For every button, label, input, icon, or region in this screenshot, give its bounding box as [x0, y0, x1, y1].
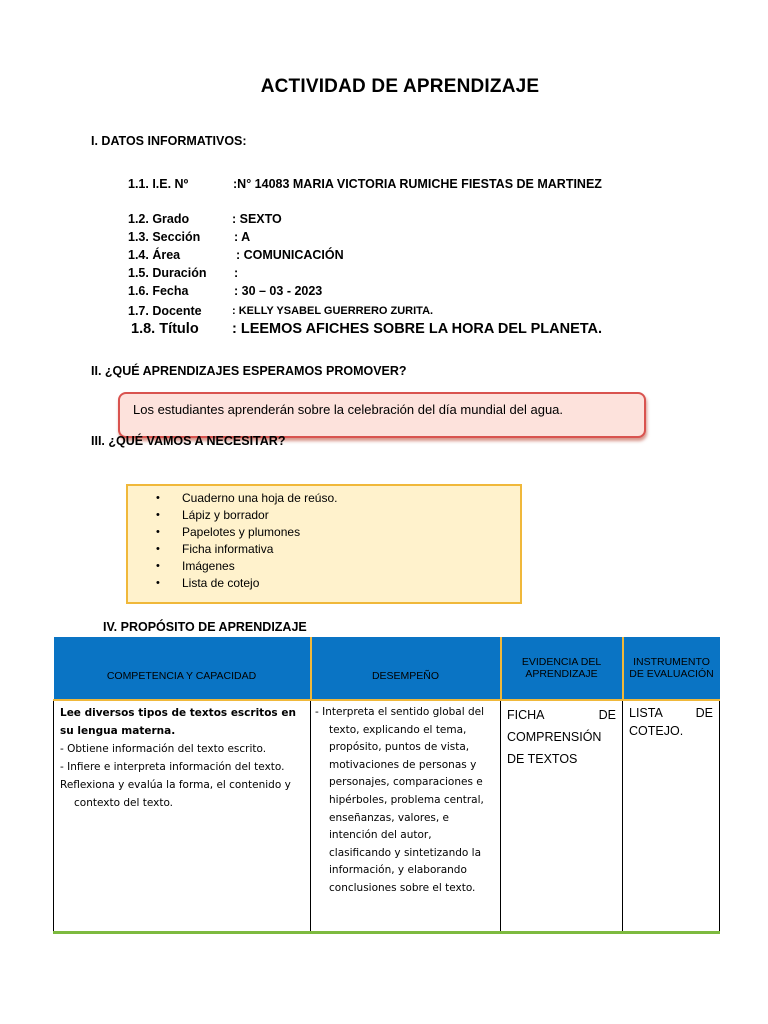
info-label-grado: 1.2. Grado	[128, 212, 190, 226]
evidencia-text: FICHA DE COMPRENSIÓN DE TEXTOS	[507, 708, 616, 766]
info-value-ie: :N° 14083 MARIA VICTORIA RUMICHE FIESTAS DE MARTINEZ	[233, 177, 602, 191]
header-evidencia: EVIDENCIA DEL APRENDIZAJE	[501, 637, 623, 700]
cell-evidencia	[501, 700, 623, 933]
list-item: • Cuaderno una hoja de reúso.	[156, 491, 338, 505]
section-heading-aprendizajes: II. ¿QUÉ APRENDIZAJES ESPERAMOS PROMOVER?	[91, 364, 407, 378]
cell-instrumento	[623, 700, 720, 933]
list-item: • Ficha informativa	[156, 542, 274, 556]
bullet-icon: •	[156, 526, 160, 538]
materials-box	[126, 484, 522, 604]
section-heading-necesitar: III. ¿QUÉ VAMOS A NECESITAR?	[91, 434, 286, 448]
bullet-icon: •	[156, 509, 160, 521]
desempeno-text: - Interpreta el sentido global del texto, explicando el tema, propósito, puntos de vista, motivaciones de personas y personajes, comparaciones e hipérboles, problema central, enseñanzas, valores, e intención del autor, clasificando y sintetizando la información, y elaborando conclusiones sobre el texto.	[315, 706, 485, 894]
header-competencia: COMPETENCIA Y CAPACIDAD	[54, 637, 311, 700]
info-label-fecha: 1.6. Fecha	[128, 284, 189, 298]
competencia-title: Lee diversos tipos de textos escritos en su lengua materna.	[60, 707, 296, 737]
list-item: • Lápiz y borrador	[156, 508, 269, 522]
learning-goal-text: Los estudiantes aprenderán sobre la celebración del día mundial del agua.	[133, 402, 564, 417]
info-label-ie: 1.1. I.E. Nº	[128, 177, 189, 191]
materials-list	[156, 490, 337, 592]
instrumento-text: LISTA DE COTEJO.	[629, 706, 713, 738]
info-value-docente: : KELLY YSABEL GUERRERO ZURITA.	[232, 305, 434, 317]
info-label-titulo: 1.8. Título	[131, 321, 199, 337]
info-value-duracion: :	[234, 266, 239, 280]
page-title: ACTIVIDAD DE APRENDIZAJE	[260, 76, 540, 97]
info-label-duracion: 1.5. Duración	[128, 266, 207, 280]
competencia-item: - Obtiene información del texto escrito.	[60, 743, 267, 755]
info-value-titulo: : LEEMOS AFICHES SOBRE LA HORA DEL PLANETA.	[232, 321, 603, 337]
info-label-seccion: 1.3. Sección	[128, 230, 201, 244]
cell-desempeno	[311, 700, 501, 933]
list-item: • Papelotes y plumones	[156, 525, 301, 539]
table-row	[54, 700, 720, 933]
bullet-icon: •	[156, 560, 160, 572]
purpose-table	[53, 637, 720, 934]
header-desempeno: DESEMPEÑO	[311, 637, 501, 700]
section-heading-proposito: IV. PROPÓSITO DE APRENDIZAJE	[103, 620, 307, 634]
bullet-icon: •	[156, 492, 160, 504]
info-value-fecha: : 30 – 03 - 2023	[234, 284, 323, 298]
bullet-icon: •	[156, 577, 160, 589]
bullet-icon: •	[156, 543, 160, 555]
learning-goal-box	[118, 392, 646, 438]
competencia-item: - Infiere e interpreta información del texto.	[60, 761, 285, 773]
info-value-grado: : SEXTO	[232, 212, 282, 226]
list-item: • Imágenes	[156, 559, 235, 573]
info-label-docente: 1.7. Docente	[128, 304, 202, 318]
info-label-area: 1.4. Área	[128, 248, 181, 262]
competencia-item: Reflexiona y evalúa la forma, el contenido y contexto del texto.	[60, 779, 291, 809]
section-heading-datos: I. DATOS INFORMATIVOS:	[91, 134, 247, 148]
header-instrumento: INSTRUMENTO DE EVALUACIÓN	[623, 637, 720, 700]
table-header-row	[54, 637, 720, 700]
cell-competencia	[54, 700, 311, 933]
info-value-area: : COMUNICACIÓN	[236, 248, 344, 262]
info-value-seccion: : A	[234, 230, 251, 244]
list-item: • Lista de cotejo	[156, 576, 260, 590]
